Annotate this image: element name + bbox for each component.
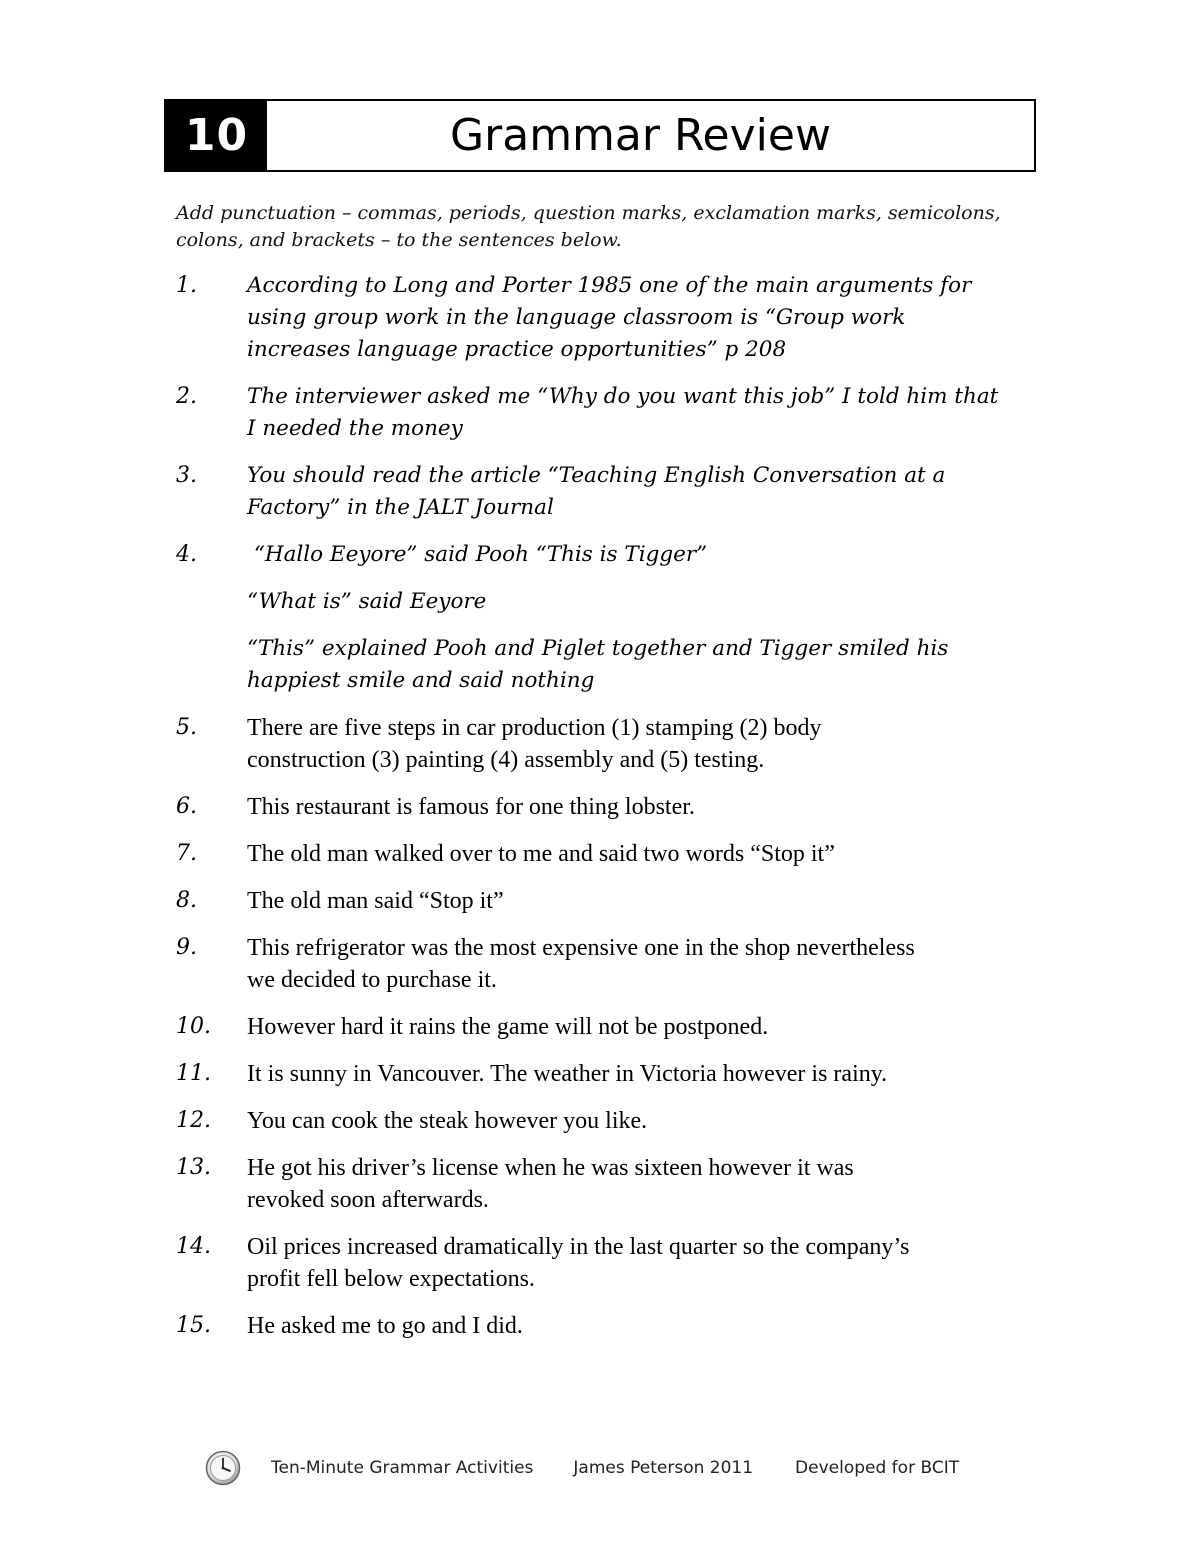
exercise-item — [176, 1310, 1036, 1342]
item-number: 2. — [176, 384, 197, 409]
page-title: Grammar Review — [450, 110, 831, 161]
sentence-line: The old man walked over to me and said two words “Stop it” — [247, 841, 835, 867]
item-number: 7. — [176, 841, 197, 866]
item-number: 14. — [176, 1234, 211, 1259]
sentence-line: happiest smile and said nothing — [247, 668, 595, 693]
sentence-line: According to Long and Porter 1985 one of the main arguments for — [247, 273, 972, 298]
page-footer — [205, 1448, 985, 1488]
sentence-line: The old man said “Stop it” — [247, 888, 504, 914]
exercise-item — [176, 932, 1036, 996]
footer-developed-for: Developed for BCIT — [795, 1458, 960, 1478]
exercise-item — [176, 791, 1036, 823]
exercise-item — [176, 1152, 1036, 1216]
sentence-line: “Hallo Eeyore” said Pooh “This is Tigger” — [247, 542, 708, 567]
sentence-line: profit fell below expectations. — [247, 1266, 535, 1292]
exercise-item — [176, 539, 1036, 697]
exercise-item — [176, 1058, 1036, 1090]
footer-author: James Peterson 2011 — [573, 1458, 754, 1478]
item-number: 11. — [176, 1061, 211, 1086]
item-number: 10. — [176, 1014, 211, 1039]
footer-series-title: Ten-Minute Grammar Activities — [271, 1458, 534, 1478]
sentence-line: It is sunny in Vancouver. The weather in Victoria however is rainy. — [247, 1061, 888, 1087]
sentence-line: He got his driver’s license when he was sixteen however it was — [247, 1155, 854, 1181]
instructions — [176, 200, 1016, 254]
item-number: 15. — [176, 1313, 211, 1338]
item-number: 3. — [176, 463, 197, 488]
exercise-item — [176, 885, 1036, 917]
sentence-line: “What is” said Eeyore — [247, 589, 487, 614]
sentence-line: This restaurant is famous for one thing lobster. — [247, 794, 695, 820]
item-number: 8. — [176, 888, 197, 913]
sentence-line: However hard it rains the game will not be postponed. — [247, 1014, 769, 1040]
exercise-item — [176, 712, 1036, 776]
sentence-line: increases language practice opportunities” p 208 — [247, 337, 787, 362]
instructions-line: Add punctuation – commas, periods, question marks, exclamation marks, semicolons, — [176, 202, 1001, 224]
item-number: 1. — [176, 273, 197, 298]
unit-number: 10 — [166, 101, 267, 170]
title-banner — [164, 99, 1036, 172]
sentence-line: we decided to purchase it. — [247, 967, 497, 993]
clock-icon — [205, 1450, 241, 1486]
item-number: 9. — [176, 935, 197, 960]
exercise-item — [176, 1105, 1036, 1137]
sentence-line: construction (3) painting (4) assembly and (5) testing. — [247, 747, 765, 773]
sentence-line: “This” explained Pooh and Piglet together and Tigger smiled his — [247, 636, 949, 661]
item-number: 5. — [176, 715, 197, 740]
sentence-line: You can cook the steak however you like. — [247, 1108, 648, 1134]
exercise-item — [176, 1011, 1036, 1043]
sentence-line: You should read the article “Teaching English Conversation at a — [247, 463, 946, 488]
exercise-item — [176, 838, 1036, 870]
sentence-line: I needed the money — [247, 416, 463, 441]
item-number: 12. — [176, 1108, 211, 1133]
sentence-line: Factory” in the JALT Journal — [247, 495, 554, 520]
exercise-item — [176, 270, 1036, 366]
exercise-item — [176, 1231, 1036, 1295]
sentence-line: The interviewer asked me “Why do you want this job” I told him that — [247, 384, 999, 409]
item-number: 6. — [176, 794, 197, 819]
sentence-line: using group work in the language classroom is “Group work — [247, 305, 906, 330]
item-number: 13. — [176, 1155, 211, 1180]
sentence-line: There are five steps in car production (1) stamping (2) body — [247, 715, 822, 741]
sentence-line: revoked soon afterwards. — [247, 1187, 489, 1213]
exercise-item — [176, 381, 1036, 445]
item-number: 4. — [176, 542, 197, 567]
sentence-line: Oil prices increased dramatically in the last quarter so the company’s — [247, 1234, 910, 1260]
sentence-line: He asked me to go and I did. — [247, 1313, 523, 1339]
instructions-line: colons, and brackets – to the sentences below. — [176, 229, 622, 251]
exercise-item — [176, 460, 1036, 524]
exercise-list — [176, 270, 1036, 1357]
sentence-line: This refrigerator was the most expensive one in the shop nevertheless — [247, 935, 915, 961]
